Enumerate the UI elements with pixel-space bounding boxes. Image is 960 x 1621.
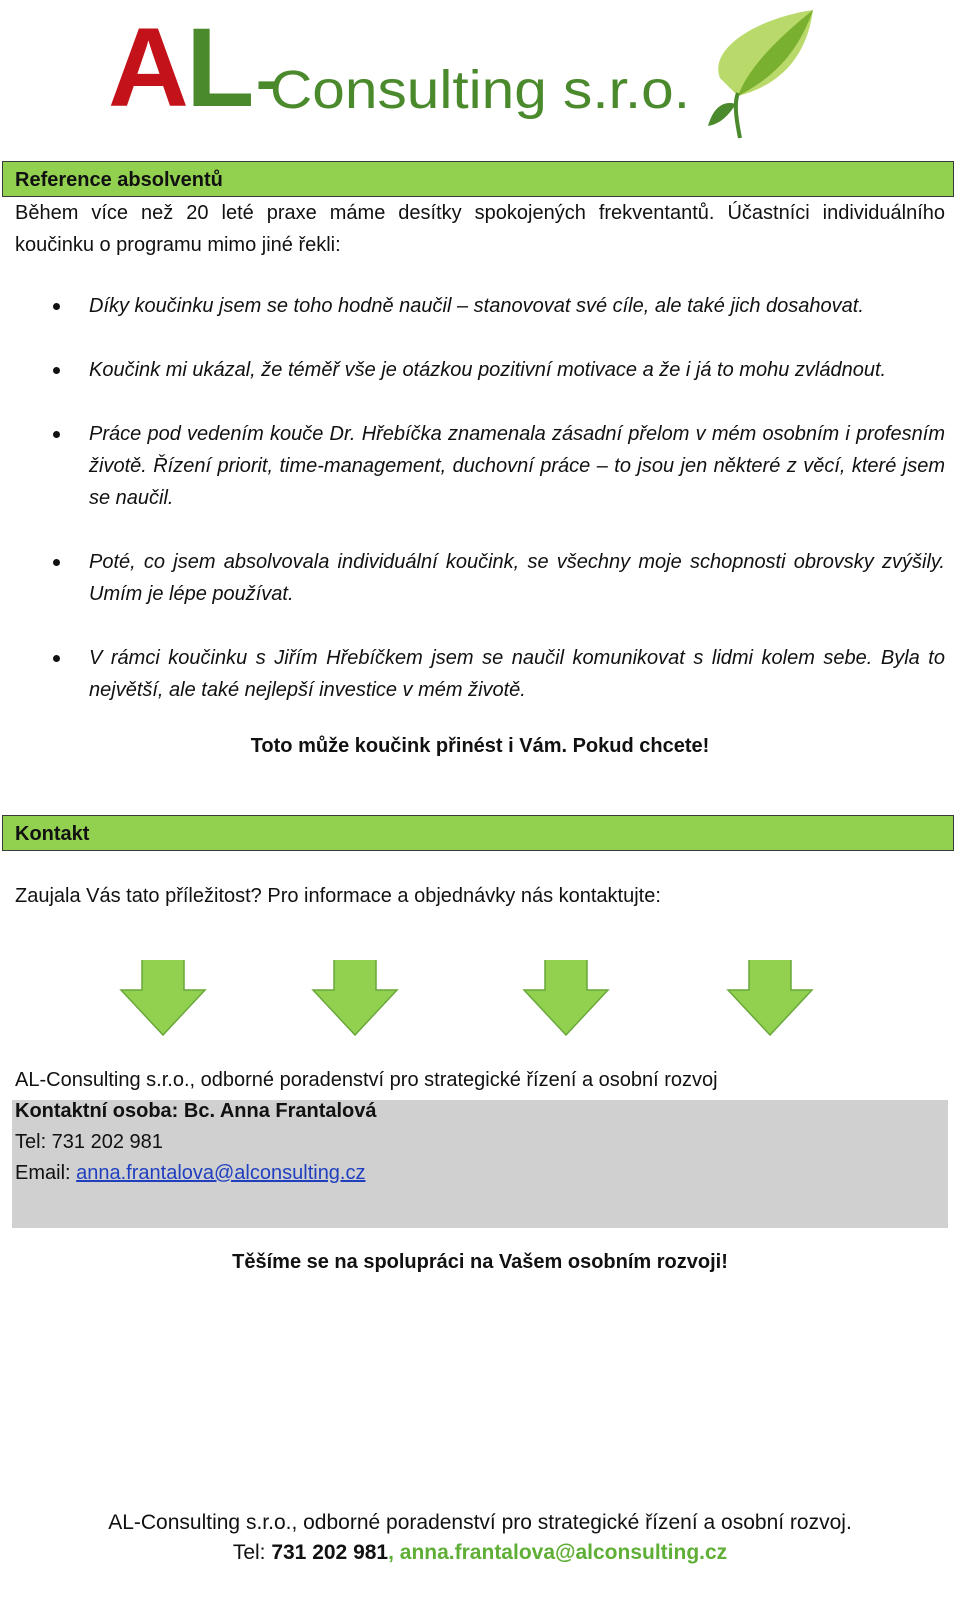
contact-prompt: Zaujala Vás tato příležitost? Pro informace a objednávky nás kontaktujte: <box>15 885 661 907</box>
testimonial-text: Koučink mi ukázal, že téměř vše je otázkou pozitivní motivace a že i já to mohu zvládnout. <box>89 359 887 381</box>
testimonial-item <box>15 642 945 706</box>
down-arrow-icon <box>121 960 205 1035</box>
footer-separator: , <box>388 1541 400 1564</box>
references-closing: Toto může koučink přinést i Vám. Pokud chcete! <box>250 735 710 757</box>
logo-dash: - <box>256 44 278 116</box>
logo-company-text: Consulting s.r.o. <box>270 60 690 120</box>
arrow-row <box>0 960 960 1070</box>
testimonial-item <box>15 418 945 514</box>
testimonial-text: Poté, co jsem absolvovala individuální koučink, se všechny moje schopnosti obrovsky zvýšily. Umím je lépe používat. <box>89 551 945 605</box>
down-arrow-icon <box>728 960 812 1035</box>
bullet-icon <box>53 559 60 566</box>
leaf-icon <box>708 10 813 138</box>
down-arrow-icon <box>524 960 608 1035</box>
testimonial-item <box>15 290 945 322</box>
footer-tel-label: Tel: <box>232 1541 272 1564</box>
logo-letter-l: L <box>186 8 255 130</box>
bullet-icon <box>53 367 60 374</box>
footer-tel: 731 202 981 <box>271 1541 389 1564</box>
testimonial-text: V rámci koučinku s Jiřím Hřebíčkem jsem se naučil komunikovat s lidmi kolem sebe. Byla to největší, ale také nejlepší investice v mém životě. <box>89 647 945 701</box>
references-intro: Během více než 20 leté praxe máme desítky spokojených frekventantů. Účastníci individuálního koučinku o programu mimo jiné řekli: <box>15 202 945 256</box>
contact-email-label: Email: <box>15 1162 77 1184</box>
footer-email: anna.frantalova@alconsulting.cz <box>399 1541 728 1564</box>
down-arrow-icon <box>313 960 397 1035</box>
testimonial-text: Práce pod vedením kouče Dr. Hřebíčka znamenala zásadní přelom v mém osobním i profesním životě. Řízení priorit, time-management, duchovní práce – to jsou jen některé z věcí, které jsem se naučil. <box>89 423 945 509</box>
bullet-icon <box>53 655 60 662</box>
testimonial-item <box>15 354 945 386</box>
contact-email-link[interactable]: anna.frantalova@alconsulting.cz <box>76 1162 366 1184</box>
testimonial-list <box>15 290 945 738</box>
references-section-header: Reference absolventů <box>2 161 954 197</box>
contact-section-header: Kontakt <box>2 815 954 851</box>
contact-phone: Tel: 731 202 981 <box>15 1131 163 1153</box>
bullet-icon <box>53 303 60 310</box>
closing-message: Těšíme se na spolupráci na Vašem osobním rozvoji! <box>232 1251 728 1273</box>
contact-company: AL-Consulting s.r.o., odborné poradenství pro strategické řízení a osobní rozvoj <box>15 1069 718 1091</box>
company-logo <box>108 8 848 143</box>
bullet-icon <box>53 431 60 438</box>
contact-email-row <box>15 1157 366 1189</box>
testimonial-item <box>15 546 945 610</box>
footer-contact <box>0 1538 960 1568</box>
logo-letter-a: A <box>108 8 189 130</box>
testimonial-text: Díky koučinku jsem se toho hodně naučil – stanovovat své cíle, ale také jich dosahovat. <box>89 295 864 317</box>
footer-company: AL-Consulting s.r.o., odborné poradenství pro strategické řízení a osobní rozvoj. <box>108 1511 852 1534</box>
contact-person: Kontaktní osoba: Bc. Anna Frantalová <box>15 1100 377 1122</box>
